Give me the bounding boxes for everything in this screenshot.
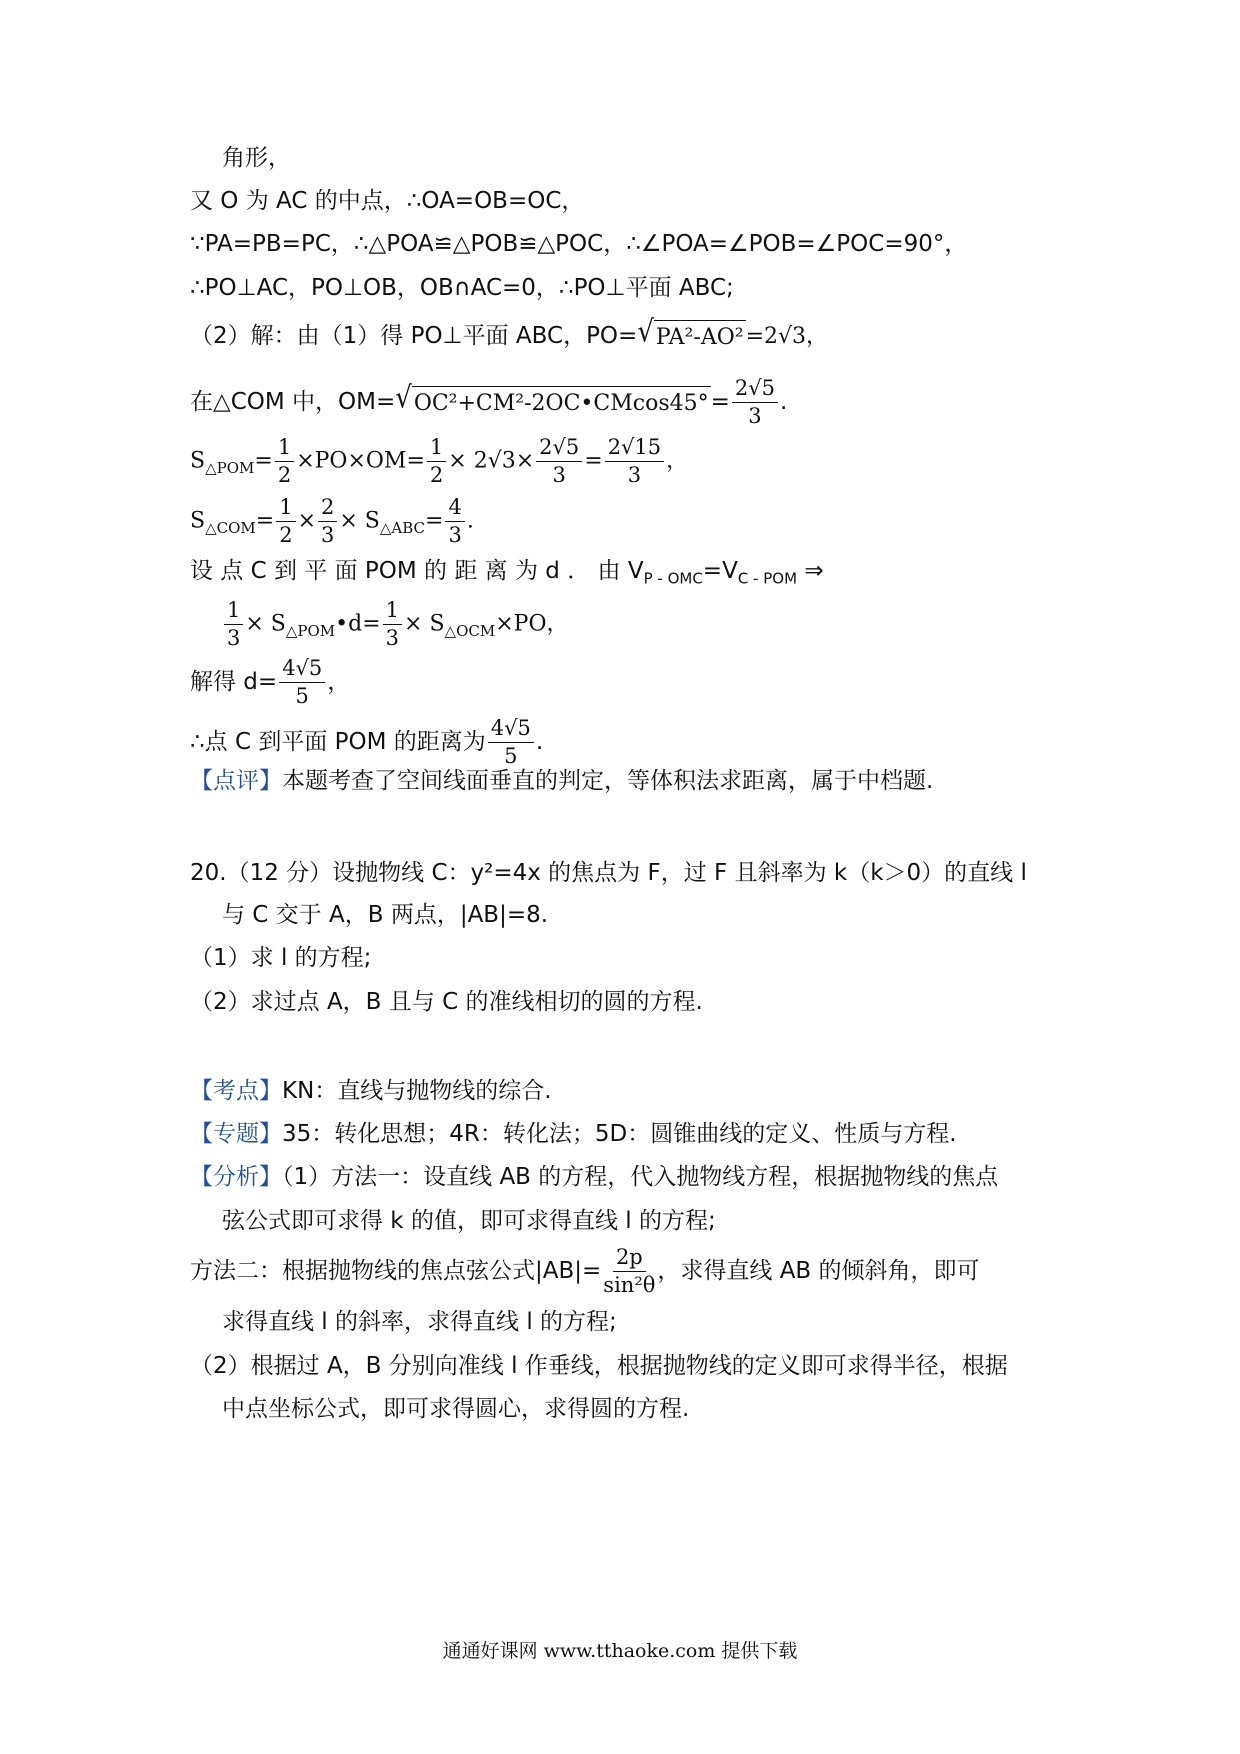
question-line: 20.（12 分）设抛物线 C：y²=4x 的焦点为 F，过 F 且斜率为 k（k＞0）的直线 l [190,860,1027,886]
fraction: $\frac{2p}{\text{sin²θ}}$ [603,1245,656,1297]
fraction: $\frac{2√15}{3}$ [605,437,664,486]
sqrt-expression: √ PA²-AO² [637,320,745,353]
text-line: 求得直线 l 的斜率，求得直线 l 的方程; [222,1309,617,1335]
text-line: $\frac{1}{3}$ × $S_{\triangle POM}•d=$ $\frac{1}{3}$ × $S_{\triangle OCM}\times PO$， [222,600,569,649]
zhuanti-tag: 【专题】 [190,1121,282,1147]
text-line: 在△COM 中，OM= √ OC²+CM²-2OC•CMcos45° = $\frac{2√5}{3}$ . [190,376,788,428]
text-line: 中点坐标公式，即可求得圆心，求得圆的方程. [222,1396,690,1422]
fenxi-line: 【分析】（1）方法一：设直线 AB 的方程，代入抛物线方程，根据抛物线的焦点 [190,1164,999,1190]
fraction: $\frac{4√5}{5}$ [279,658,325,707]
fraction: $\frac{2√5}{3}$ [536,437,582,486]
text-line: （2）解：由（1）得 PO⊥平面 ABC，PO= √ PA²-AO² =2√3， [190,320,828,353]
text-line: 解得 d= $\frac{4√5}{5}$ ， [190,656,351,708]
question-line: 与 C 交于 A，B 两点，|AB|=8. [222,902,549,928]
question-line: （2）求过点 A，B 且与 C 的准线相切的圆的方程. [190,989,703,1015]
comment-tag: 【点评】 [190,768,282,794]
text-line: （2）根据过 A，B 分别向准线 l 作垂线，根据抛物线的定义即可求得半径，根据 [190,1353,1008,1379]
comment-line: 【点评】本题考查了空间线面垂直的判定，等体积法求距离，属于中档题. [190,768,934,794]
fraction: $\frac{1}{3}$ [224,600,243,649]
zhuanti-line: 【专题】35：转化思想；4R：转化法；5D：圆锥曲线的定义、性质与方程. [190,1121,957,1147]
text-line: 方法二：根据抛物线的焦点弦公式|AB|= $\frac{2p}{\text{sin²θ}}$ ，求得直线 AB 的倾斜角，即可 [190,1245,980,1297]
page-footer: 通通好课网 www.tthaoke.com 提供下载 [442,1640,798,1662]
question-line: （1）求 l 的方程; [190,945,372,971]
text-line: 弦公式即可求得 k 的值，即可求得直线 l 的方程; [222,1208,716,1234]
text-line: 又 O 为 AC 的中点，∴OA=OB=OC， [190,188,585,214]
fraction: $\frac{4}{3}$ [445,497,464,546]
fraction: $\frac{1}{2}$ [275,437,294,486]
fraction: $\frac{2√5}{3}$ [732,378,778,427]
text-line: 角形， [222,145,291,171]
text-line: ∴点 C 到平面 POM 的距离为 $\frac{4√5}{5}$ . [190,716,544,768]
fraction: $\frac{4√5}{5}$ [488,718,534,767]
kaodian-tag: 【考点】 [190,1078,282,1104]
text-line: ∵PA=PB=PC，∴△POA≌△POB≌△POC，∴∠POA=∠POB=∠POC=90°， [190,231,968,257]
text-line: $S_{\triangle POM}=$ $\frac{1}{2}$ ×PO×OM= $\frac{1}{2}$ × 2√3× $\frac{2√5}{3}$ = $\frac{2√15}{3}$ ， [190,435,689,487]
fenxi-tag: 【分析】 [190,1164,282,1190]
fraction: $\frac{1}{2}$ [427,437,446,486]
sqrt-expression: √ OC²+CM²-2OC•CMcos45° [395,386,710,419]
text-line: $S_{\triangle COM}=$ $\frac{1}{2}$ × $\frac{2}{3}$ × $S_{\triangle ABC}=$ $\frac{4}{3}$ . [190,495,474,547]
fraction: $\frac{1}{3}$ [383,600,402,649]
fraction: $\frac{1}{2}$ [276,497,295,546]
kaodian-line: 【考点】KN：直线与抛物线的综合. [190,1078,552,1104]
fraction: $\frac{2}{3}$ [318,497,337,546]
text-line: 设 点 C 到 平 面 POM 的 距 离 为 d ． 由 $V_{P - OMC}=V_{C - POM}$ ⇒ [190,558,824,588]
text-line: ∴PO⊥AC，PO⊥OB，OB∩AC=0，∴PO⊥平面 ABC; [190,275,734,301]
